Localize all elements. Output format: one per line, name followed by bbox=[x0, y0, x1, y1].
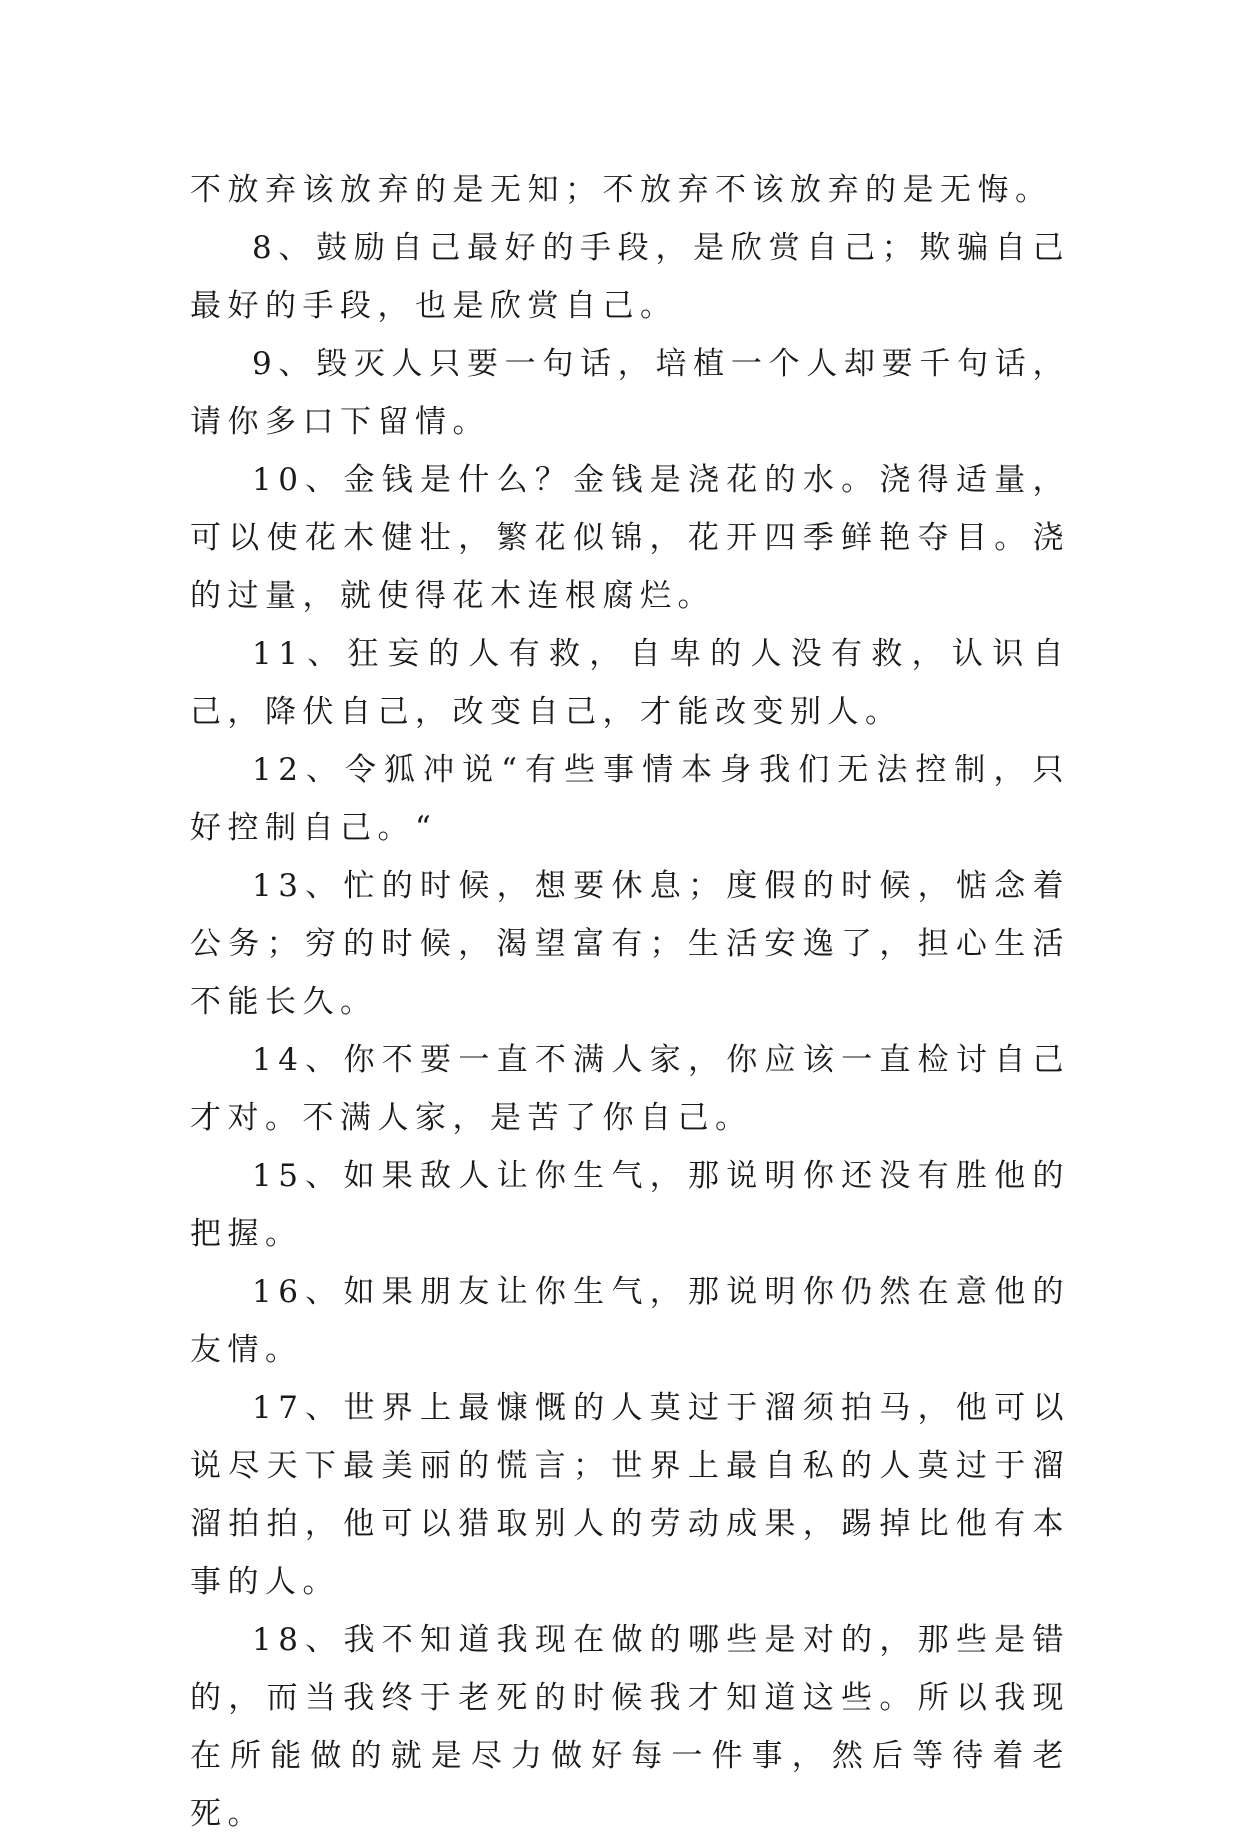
paragraph: 8、鼓励自己最好的手段，是欣赏自己；欺骗自己最好的手段，也是欣赏自己。 bbox=[190, 230, 1070, 324]
paragraph: 不放弃该放弃的是无知；不放弃不该放弃的是无悔。 bbox=[190, 172, 1053, 208]
paragraph: 12、令狐冲说“有些事情本身我们无法控制，只好控制自己。“ bbox=[190, 752, 1070, 846]
document-body bbox=[190, 161, 1070, 1843]
paragraph: 14、你不要一直不满人家，你应该一直检讨自己才对。不满人家，是苦了你自己。 bbox=[190, 1042, 1070, 1136]
paragraph: 11、狂妄的人有救，自卑的人没有救，认识自己，降伏自己，改变自己，才能改变别人。 bbox=[190, 636, 1070, 730]
paragraph: 9、毁灭人只要一句话，培植一个人却要千句话，请你多口下留情。 bbox=[190, 346, 1070, 440]
paragraph: 13、忙的时候，想要休息；度假的时候，惦念着公务；穷的时候，渴望富有；生活安逸了，担心生活不能长久。 bbox=[190, 868, 1070, 1020]
paragraph: 15、如果敌人让你生气，那说明你还没有胜他的把握。 bbox=[190, 1158, 1070, 1252]
paragraph: 10、金钱是什么？金钱是浇花的水。浇得适量，可以使花木健壮，繁花似锦，花开四季鲜艳夺目。浇的过量，就使得花木连根腐烂。 bbox=[190, 462, 1070, 614]
paragraph: 16、如果朋友让你生气，那说明你仍然在意他的友情。 bbox=[190, 1274, 1070, 1368]
paragraph: 18、我不知道我现在做的哪些是对的，那些是错的，而当我终于老死的时候我才知道这些。所以我现在所能做的就是尽力做好每一件事，然后等待着老死。 bbox=[190, 1622, 1070, 1832]
paragraph: 17、世界上最慷慨的人莫过于溜须拍马，他可以说尽天下最美丽的慌言；世界上最自私的人莫过于溜溜拍拍，他可以猎取别人的劳动成果，踢掉比他有本事的人。 bbox=[190, 1390, 1070, 1600]
